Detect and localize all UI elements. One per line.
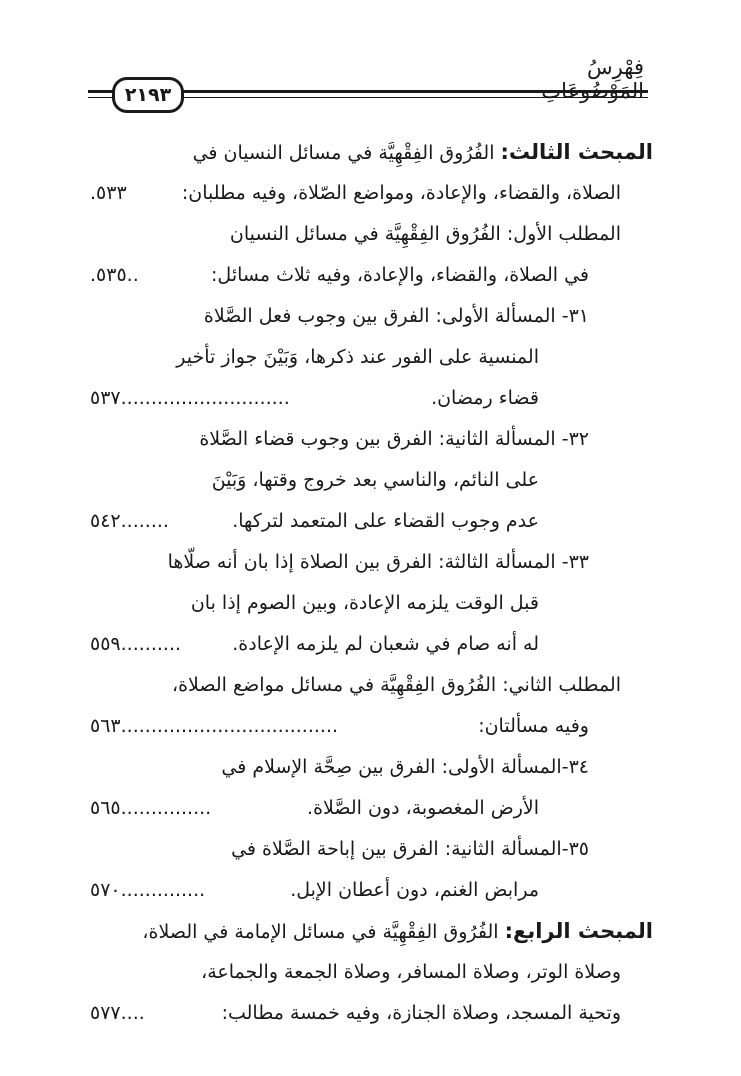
toc-q34-page: ...............٥٦٥ [90, 797, 212, 819]
toc-section4-line3: وتحية المسجد، وصلاة الجنازة، وفيه خمسة مطالب: [221, 1002, 621, 1024]
toc-q35-line2: مرابض الغنم، دون أعطان الإبل. [290, 879, 539, 901]
toc-matlab2-page: ....................................٥٦٣ [90, 715, 339, 737]
toc-q31-page: ............................٥٣٧ [90, 387, 290, 409]
toc-q34-line1: ٣٤-المسألة الأولى: الفرق بين صِحَّة الإسلام في [221, 756, 589, 778]
toc-q32-line3: عدم وجوب القضاء على المتعمد لتركها. [232, 510, 539, 532]
toc-q35-line1: ٣٥-المسألة الثانية: الفرق بين إباحة الصَّلاة في [231, 838, 589, 860]
page-number-badge [112, 77, 184, 113]
toc-section4-page: ....٥٧٧ [90, 1002, 145, 1024]
toc-matlab2-line2: وفيه مسألتان: [478, 715, 589, 737]
toc-section4-line2: وصلاة الوتر، وصلاة المسافر، وصلاة الجمعة والجماعة، [201, 961, 621, 983]
toc-q34-line2: الأرض المغصوبة، دون الصَّلاة. [307, 797, 539, 819]
toc-q33-line2: قبل الوقت يلزمه الإعادة، وبين الصوم إذا بان [190, 592, 539, 614]
toc-matlab1-line1: المطلب الأول: الفُرُوق الفِقْهِيَّة في مسائل النسيان [229, 223, 621, 245]
toc-q35-page: ..............٥٧٠ [90, 879, 206, 901]
section4-title-1: الفُرُوق الفِقْهِيَّة في مسائل الإمامة في الصلاة، [142, 921, 499, 943]
toc-q33-page: ..........٥٥٩ [90, 633, 182, 655]
toc-section4-line1 [142, 914, 653, 948]
toc-matlab1-page: ..٥٣٥. [90, 264, 139, 286]
toc-section3-line2: الصلاة، والقضاء، والإعادة، ومواضع الصّلاة، وفيه مطلبان: [181, 182, 621, 204]
toc-q33-line1: ٣٣- المسألة الثالثة: الفرق بين الصلاة إذا بان أنه صلّاها [167, 551, 589, 573]
running-header-title: فِهْرِسُ المَوْضُوعَاتِ [541, 55, 644, 103]
toc-section3-line1 [193, 135, 653, 169]
toc-q32-line2: على النائم، والناسي بعد خروج وقتها، وَبَيْنَ [211, 469, 539, 491]
toc-q32-line1: ٣٢- المسألة الثانية: الفرق بين وجوب قضاء الصَّلاة [199, 428, 589, 450]
toc-q33-line3: له أنه صام في شعبان لم يلزمه الإعادة. [232, 633, 539, 655]
toc-q31-line2: المنسية على الفور عند ذكرها، وَبَيْنَ جواز تأخير [176, 346, 539, 368]
toc-section3-page: ٥٣٣. [90, 182, 127, 204]
section3-title-1: الفُرُوق الفِقْهِيَّة في مسائل النسيان في [192, 142, 495, 164]
toc-matlab1-line2: في الصلاة، والقضاء، والإعادة، وفيه ثلاث مسائل: [211, 264, 589, 286]
section3-heading: المبحث الثالث: [500, 140, 653, 164]
toc-q32-page: ........٥٤٢ [90, 510, 169, 532]
section4-heading: المبحث الرابع: [504, 919, 653, 943]
toc-q31-line1: ٣١- المسألة الأولى: الفرق بين وجوب فعل الصَّلاة [203, 305, 589, 327]
toc-q31-line3: قضاء رمضان. [431, 387, 539, 409]
page-number: ٢١٩٣ [124, 84, 172, 106]
toc-matlab2-line1: المطلب الثاني: الفُرُوق الفِقْهِيَّة في مسائل مواضع الصلاة، [171, 674, 621, 696]
